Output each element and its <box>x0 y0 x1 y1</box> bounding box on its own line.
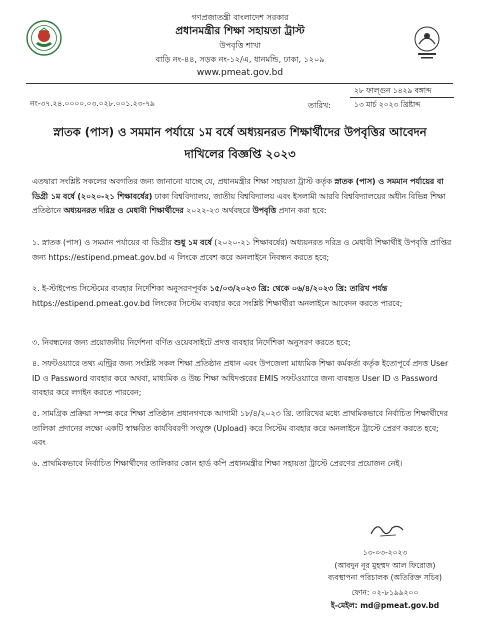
trust-name: প্রধানমন্ত্রীর শিক্ষা সহায়তা ট্রাস্ট <box>175 25 305 37</box>
intro-text-d: অধ্যয়নরত দরিদ্র ও মেধাবী শিক্ষার্থীদের <box>63 206 184 215</box>
memo-number: নং-৩৭.২৪.০০০০.০৩.০২৮.০০১.২৩-৭৯ <box>30 99 155 108</box>
signature-mark <box>368 518 406 540</box>
intro-paragraph <box>32 175 452 219</box>
point-2 <box>32 282 452 311</box>
point-3: ৩. নিবন্ধনের জন্য প্রয়োজনীয় নির্দেশনা বর্ণিত ওয়েবসাইটে প্রদত্ত ব্যবহার নির্দেশিকা অনুসরণ করতে হবে; <box>32 338 351 347</box>
notice-title-line-2: দাখিলের বিজ্ঞপ্তি ২০২৩ <box>184 147 296 161</box>
point-5: ৫. সামগ্রিক প্রক্রিয়া সম্পন্ন করে শিক্ষা প্রতিষ্ঠান প্রধানগণকে আগামী ১৮/৪/২০২৩ খ্রি. তারিখের মধ্যে প্রাথমিকভাবে নির্বাচিত শিক্ষার্থীদের তালিকা প্রদানের লক্ষ্যে একটি স্বাক্ষরিত কার্যবিবরণী সংযুক্ত (Upload) করে সিস্টেম ব্যবহার করে অনলাইনে ট্রাস্টে প্রেরণ করতে হবে; এবং <box>32 409 448 447</box>
intro-text-f: উপবৃত্তি <box>252 206 277 215</box>
point-2-text-c: https://estipend.pmeat.gov.bd লিংকের সিস্টেম ব্যবহার করে সংশ্লিষ্ট শিক্ষার্থীরা অনলাইনে আবেদন করতে পারবে; <box>32 298 403 308</box>
intro-text-a: এতদ্বারা সংশ্লিষ্ট সকলের অবগতির জন্য জানানো যাচ্ছে যে, প্রধানমন্ত্রীর শিক্ষা সহায়তা ট্রাস্ট কর্তৃক <box>32 177 335 186</box>
intro-text-e: ২০২২-২৩ অর্থবছরে <box>183 206 253 215</box>
point-1-text-a: ১. স্নাতক (পাস) ও সমমান পর্যায়ের বা ডিগ্রীর <box>32 238 175 247</box>
branch-name: উপবৃত্তি শাখা <box>219 41 261 50</box>
date-english: ১৩ মার্চ ২০২৩ খ্রিষ্টাব্দ <box>354 100 421 109</box>
point-1-text-c: (২০২০-২১ শিক্ষাবর্ষের) অধ্যয়নরত দরিদ্র ও মেধাবী শিক্ষার্থীই উপবৃত্তি প্রাপ্তির জন্য https://estipend.pmeat.gov.bd এ লিংকে প্রবেশ করে অনলাইনে নিবন্ধন করতে হবে; <box>32 238 452 262</box>
point-2-text-b: ১৫/০৩/২০২৩ খ্রি: থেকে ০৬/৪/২০২৩ খ্রি: তারিখ পর্যন্ত <box>209 284 388 293</box>
contact-phone: ফোন: ০২-৮১৯৯২০০ <box>351 588 419 597</box>
signatory-name: (আবদুন নূর মুহম্মদ আল ফিরোজ) <box>334 561 436 570</box>
pmeat-logo-icon <box>412 24 442 60</box>
point-4: ৪. সফটওয়্যারে তথ্য এন্ট্রির জন্য সংশ্লিষ্ট সকল শিক্ষা প্রতিষ্ঠান প্রধান এবং উপজেলা মাধ্যমিক শিক্ষা কর্মকর্তা কর্তৃক ইতোপূর্বে প্রদত্ত User ID ও Password ব্যবহার করে অথবা, মাধ্যমিক ও উচ্চ শিক্ষা অধিদপ্তরের EMIS সফটওয়্যারে জন্য ব্যবহৃত User ID ও Password ব্যবহার করে লগইন করতে পারবেন; <box>32 359 449 397</box>
contact-email[interactable]: ই-মেইল: md@pmeat.gov.bd <box>330 601 440 610</box>
signatory-designation: ব্যবস্থাপনা পরিচালক (অতিরিক্ত সচিব) <box>328 573 442 582</box>
date-bangla: ২৮ ফাল্গুন ১৪২৯ বঙ্গাব্দ <box>350 84 454 98</box>
intro-text-c: ঢাকা বিশ্ববিদ্যালয়, জাতীয় বিশ্ববিদ্যালয় এবং ইসলামী আরবি বিশ্ববিদ্যালয়ের অধীন বিভিন্ন শিক্ষা প্রতিষ্ঠানে <box>32 191 446 215</box>
intro-text-b: স্নাতক (পাস) ও সমমান পর্যায়ের বা ডিগ্রী ১ম বর্ষে (২০২০-২১ শিক্ষাবর্ষের) <box>32 177 444 201</box>
website-link[interactable]: www.pmeat.gov.bd <box>196 68 284 78</box>
office-address: বাড়ি নং-৪৪, সড়ক নং-১২/এ, ধানমন্ডি, ঢাকা, ১২০৯ <box>155 55 325 64</box>
date-block <box>350 84 454 112</box>
notice-title-line-1: স্নাতক (পাস) ও সমমান পর্যায়ে ১ম বর্ষে অধ্যয়নরত শিক্ষার্থীদের উপবৃত্তির আবেদন <box>53 125 427 139</box>
point-1 <box>32 236 452 265</box>
point-2-text-a: ২. ই-স্টাইপেন্ড সিস্টেমের ব্যবহার নির্দেশিকা অনুসরণপূর্বক <box>32 284 210 293</box>
date-label: তারিখ: <box>308 101 331 110</box>
intro-text-g: প্রদান করা হবে: <box>276 206 327 215</box>
point-6: ৬. প্রাথমিকভাবে নির্বাচিত শিক্ষার্থীদের তালিকার কোন হার্ড কপি প্রধানমন্ত্রীর শিক্ষা সহায়তা ট্রাস্টে প্রেরণের প্রয়োজন নেই। <box>32 459 403 468</box>
bangladesh-government-seal-icon <box>26 20 62 56</box>
signature-date: ১৩-০৩-২০২৩ <box>362 548 408 557</box>
government-name: গণপ্রজাতন্ত্রী বাংলাদেশ সরকার <box>191 13 289 22</box>
point-1-text-b: শুধু ১ম বর্ষে <box>174 238 212 247</box>
